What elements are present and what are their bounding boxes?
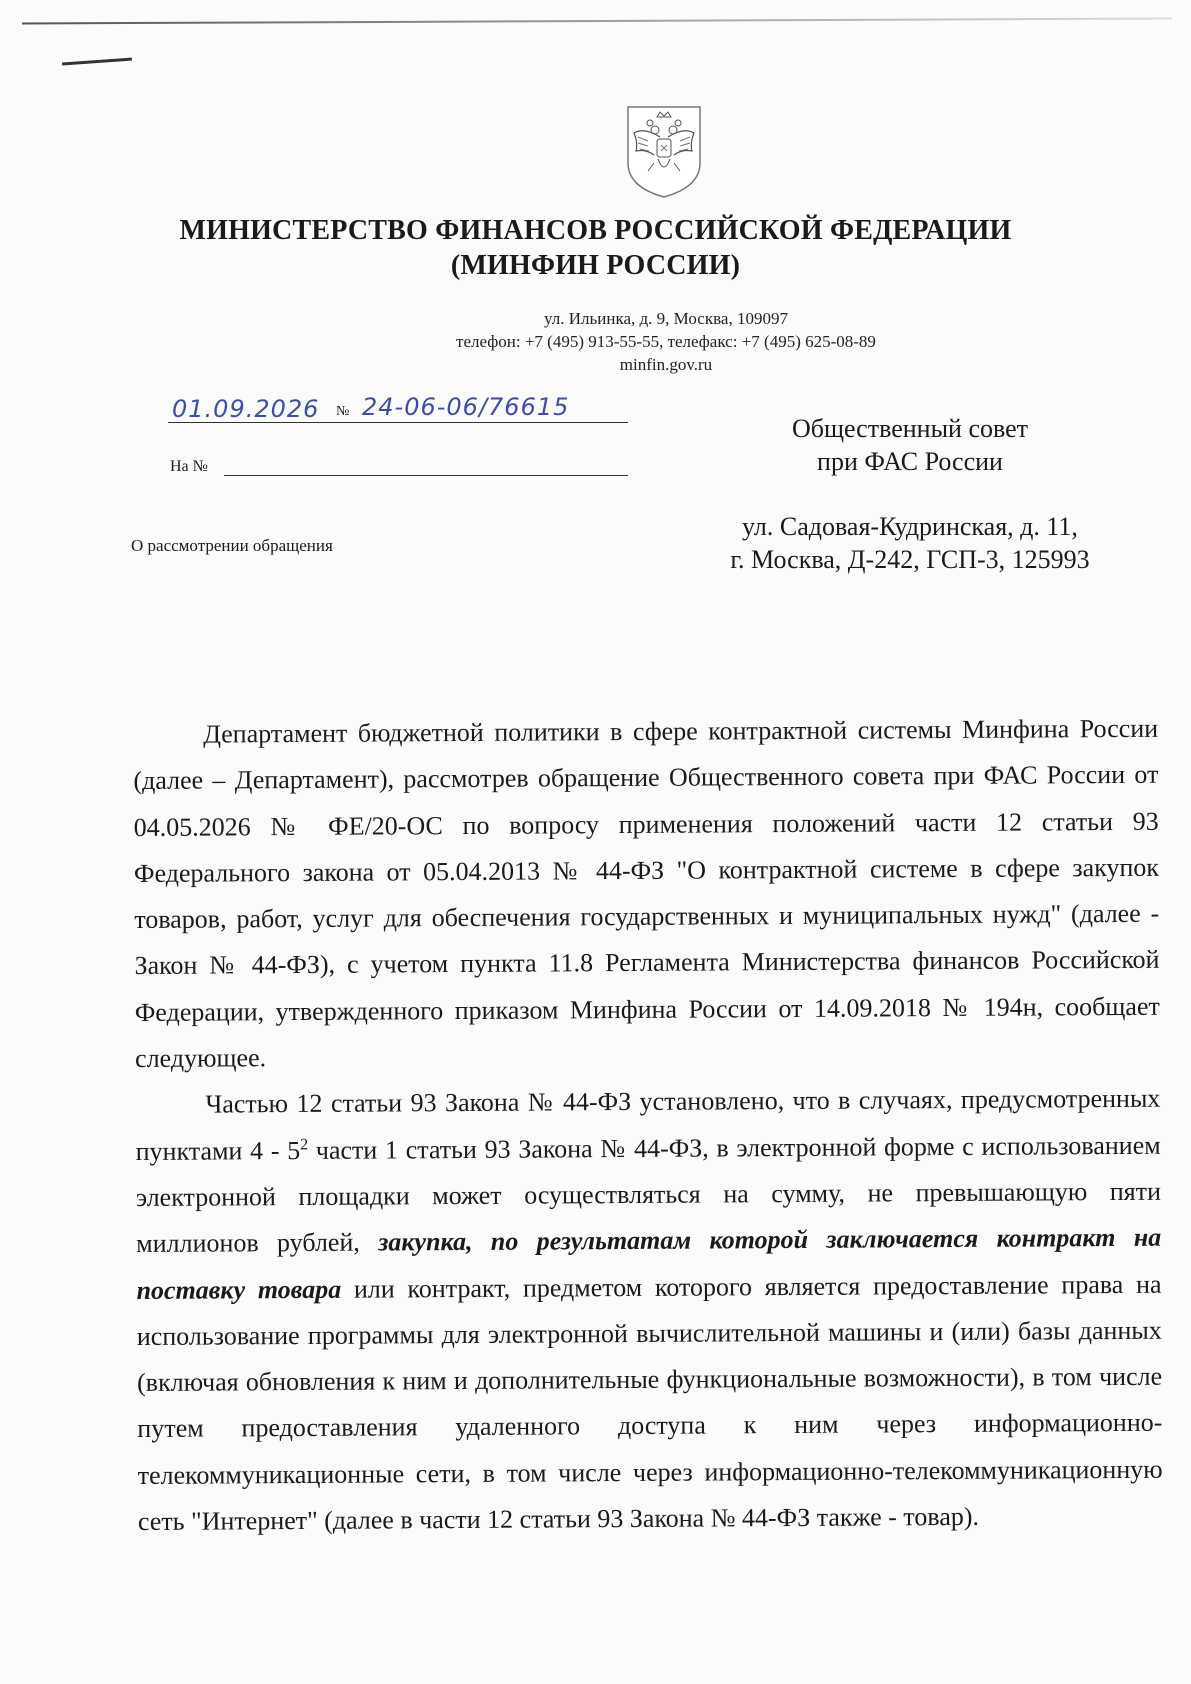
body-paragraph-2-part3: или контракт, предметом которого является предоставление права на использование программы для электронной вычислительной машины и (или) базы данных (включая обновления к ним и дополнительные функциональные возможности), в том числе путем предоставления удаленного доступа к ним через информационно-телекоммуникационные сети, в том числе через информационно-телекоммуникационную сеть "Интернет" (далее в части 12 статьи 93 Закона № 44-ФЗ также - товар). (136, 1269, 1163, 1537)
scan-mark (62, 58, 132, 66)
reply-to-line (168, 456, 628, 480)
registration-date: 01.09.2026 (172, 395, 320, 423)
recipient-name-line1: Общественный совет (791, 414, 1029, 443)
recipient-name (730, 412, 1090, 478)
registration-number-label: № (336, 404, 350, 419)
registration-number: 24-06-06/76615 (362, 393, 570, 421)
organization-short-name: (МИНФИН РОССИИ) (450, 250, 741, 281)
letterhead-website: minfin.gov.ru (619, 355, 713, 374)
recipient-address-line1: ул. Садовая-Кудринская, д. 11, (742, 512, 1078, 541)
recipient-address-line2: г. Москва, Д-242, ГСП-3, 125993 (730, 545, 1090, 574)
body-paragraph-2-part1: Частью 12 статьи 93 Закона № 44-ФЗ установлено, что в случаях, предусмотренных пунктами 4 - 5 (135, 1084, 1161, 1166)
letter-subject: О рассмотрении обращения (131, 536, 333, 555)
body-paragraph-2-part2: части 1 статьи 93 Закона № 44-ФЗ, в электронной форме с использованием электронной площадки может осуществляться на сумму, не превышающую пяти миллионов рублей, (135, 1130, 1162, 1259)
body-paragraph-2-superscript: 2 (300, 1135, 309, 1154)
scan-edge-line (22, 17, 1172, 24)
reply-to-underline (224, 475, 628, 476)
body-paragraph-1: Департамент бюджетной политики в сфере контрактной системы Минфина России (далее – Департамент), рассмотрев обращение Общественного совета при ФАС России от 04.05.2026 № ФЕ/20-ОС по вопросу применения положений части 12 статьи 93 Федерального закона от 05.04.2013 № 44-ФЗ "О контрактной системе в сфере закупок товаров, работ, услуг для обеспечения государственных и муниципальных нужд" (далее - Закон № 44-ФЗ), с учетом пункта 11.8 Регламента Министерства финансов Российской Федерации, утвержденного приказом Минфина России от 14.09.2018 № 194н, сообщает следующее. (133, 713, 1160, 1074)
letter-body (133, 706, 1163, 1546)
organization-title (0, 213, 1191, 283)
recipient-address (680, 510, 1140, 576)
letterhead-address: ул. Ильинка, д. 9, Москва, 109097 (544, 309, 788, 328)
russian-coat-of-arms-icon (624, 103, 704, 199)
organization-name: МИНИСТЕРСТВО ФИНАНСОВ РОССИЙСКОЙ ФЕДЕРАЦИИ (179, 215, 1012, 246)
reply-to-label: На № (170, 458, 208, 475)
letterhead-contacts (396, 307, 936, 376)
recipient-name-line2: при ФАС России (817, 447, 1003, 476)
body-paragraph-2-emphasis: закупка, по результатам которой заключается контракт на поставку товара (136, 1222, 1162, 1305)
registration-line (168, 395, 628, 427)
letterhead-phones: телефон: +7 (495) 913-55-55, телефакс: +7 (495) 625-08-89 (456, 332, 876, 351)
body-paragraph-2 (135, 1076, 1163, 1545)
